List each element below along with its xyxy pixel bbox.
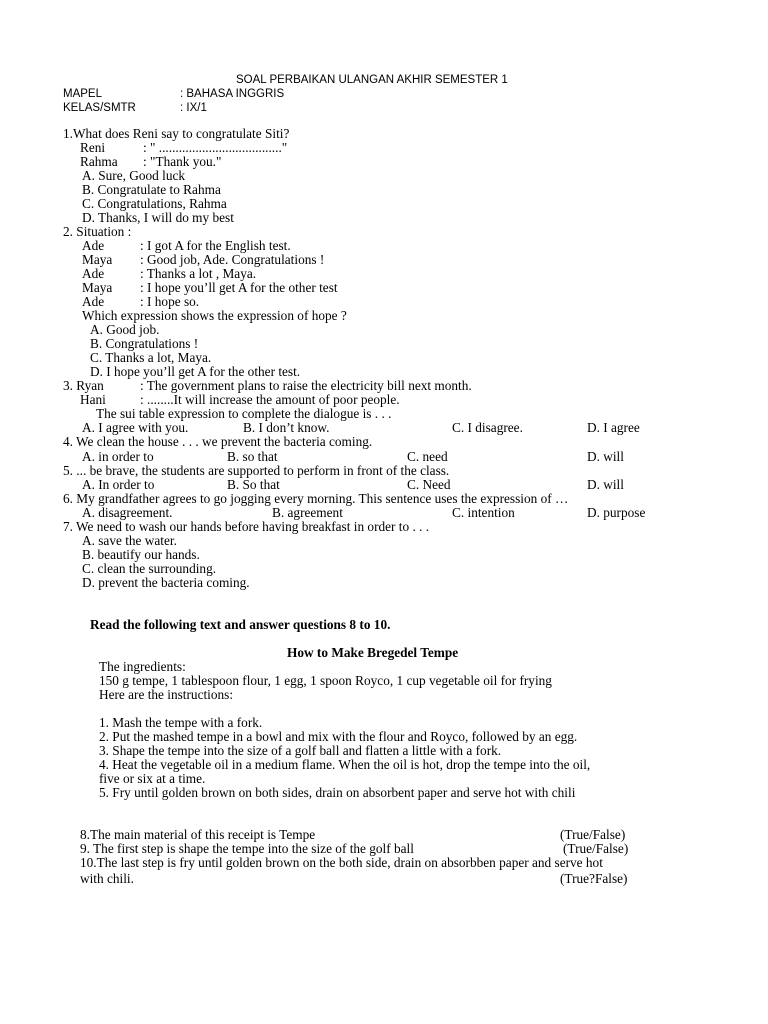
q7-option-d: D. prevent the bacteria coming. xyxy=(82,575,250,590)
q1-dialog-line-2: : "Thank you." xyxy=(143,154,222,169)
q6-text: 6. My grandfather agrees to go jogging every morning. This sentence uses the expression of … xyxy=(63,491,569,506)
q3-option-d: D. I agree xyxy=(587,420,640,435)
q4-option-d: D. will xyxy=(587,449,624,464)
q3-prompt: The sui table expression to complete the dialogue is . . . xyxy=(96,406,392,421)
q4-text: 4. We clean the house . . . we prevent the bacteria coming. xyxy=(63,434,373,449)
q3-option-a: A. I agree with you. xyxy=(82,420,189,435)
q3-line-2: : ........It will increase the amount of poor people. xyxy=(140,392,400,407)
q7-option-a: A. save the water. xyxy=(82,533,177,548)
reading-instruction: Read the following text and answer questions 8 to 10. xyxy=(90,617,391,632)
q4-option-b: B. so that xyxy=(227,449,278,464)
q5-option-d: D. will xyxy=(587,477,624,492)
mapel-value: : BAHASA INGGRIS xyxy=(180,88,285,100)
q1-option-d: D. Thanks, I will do my best xyxy=(82,210,234,225)
q3-line-1: : The government plans to raise the electricity bill next month. xyxy=(140,378,472,393)
q5-text: 5. ... be brave, the students are supported to perform in front of the class. xyxy=(63,463,450,478)
instructions-label: Here are the instructions: xyxy=(99,687,234,702)
step-2: 2. Put the mashed tempe in a bowl and mix with the flour and Royco, followed by an egg. xyxy=(99,729,578,744)
q3-speaker-1: 3. Ryan xyxy=(63,378,104,393)
step-3: 3. Shape the tempe into the size of a golf ball and flatten a little with a fork. xyxy=(99,743,502,758)
q6-option-c: C. intention xyxy=(452,505,515,520)
q9-answer: (True/False) xyxy=(563,841,629,856)
mapel-label: MAPEL xyxy=(63,88,102,100)
q8-text: 8.The main material of this receipt is Tempe xyxy=(80,827,316,842)
q2-dialog-speaker-4: Maya xyxy=(82,280,113,295)
q2-text: 2. Situation : xyxy=(63,224,132,239)
q2-dialog-speaker-3: Ade xyxy=(82,266,105,281)
q2-option-d: D. I hope you’ll get A for the other test. xyxy=(90,364,301,379)
q3-speaker-2: Hani xyxy=(80,392,106,407)
q1-dialog-line-1: : " ....................................." xyxy=(143,140,288,155)
q10-answer: (True?False) xyxy=(560,871,628,886)
q2-dialog-line-1: : I got A for the English test. xyxy=(140,238,291,253)
q10-text-line-1: 10.The last step is fry until golden brown on the both side, drain on absorbben paper and serve hot xyxy=(80,855,603,870)
q2-prompt: Which expression shows the expression of hope ? xyxy=(82,308,347,323)
q6-option-a: A. disagreement. xyxy=(82,505,173,520)
q6-option-d: D. purpose xyxy=(587,505,646,520)
q9-text: 9. The first step is shape the tempe into the size of the golf ball xyxy=(80,841,414,856)
q4-option-a: A. in order to xyxy=(82,449,154,464)
q3-option-b: B. I don’t know. xyxy=(243,420,330,435)
q1-dialog-speaker-1: Reni xyxy=(80,140,106,155)
q1-option-c: C. Congratulations, Rahma xyxy=(82,196,227,211)
kelas-value: : IX/1 xyxy=(180,102,207,114)
q2-dialog-speaker-5: Ade xyxy=(82,294,105,309)
step-4-line-2: five or six at a time. xyxy=(99,771,206,786)
reading-title: How to Make Bregedel Tempe xyxy=(287,645,459,660)
q10-text-line-2: with chili. xyxy=(80,871,134,886)
step-5: 5. Fry until golden brown on both sides, drain on absorbent paper and serve hot with chili xyxy=(99,785,576,800)
q2-option-a: A. Good job. xyxy=(90,322,160,337)
q1-dialog-speaker-2: Rahma xyxy=(80,154,118,169)
q7-option-b: B. beautify our hands. xyxy=(82,547,200,562)
step-1: 1. Mash the tempe with a fork. xyxy=(99,715,263,730)
q2-dialog-speaker-2: Maya xyxy=(82,252,113,267)
ingredients-label: The ingredients: xyxy=(99,659,186,674)
q1-text: 1.What does Reni say to congratulate Siti? xyxy=(63,126,290,141)
q2-dialog-speaker-1: Ade xyxy=(82,238,105,253)
q7-text: 7. We need to wash our hands before having breakfast in order to . . . xyxy=(63,519,430,534)
kelas-label: KELAS/SMTR xyxy=(63,102,136,114)
step-4-line-1: 4. Heat the vegetable oil in a medium flame. When the oil is hot, drop the tempe into the oil, xyxy=(99,757,591,772)
q2-dialog-line-4: : I hope you’ll get A for the other test xyxy=(140,280,338,295)
ingredients-text: 150 g tempe, 1 tablespoon flour, 1 egg, 1 spoon Royco, 1 cup vegetable oil for frying xyxy=(99,673,552,688)
q5-option-a: A. In order to xyxy=(82,477,155,492)
document-title: SOAL PERBAIKAN ULANGAN AKHIR SEMESTER 1 xyxy=(236,74,508,86)
q2-dialog-line-2: : Good job, Ade. Congratulations ! xyxy=(140,252,325,267)
q7-option-c: C. clean the surrounding. xyxy=(82,561,217,576)
q8-answer: (True/False) xyxy=(560,827,626,842)
q2-option-b: B. Congratulations ! xyxy=(90,336,199,351)
q3-option-c: C. I disagree. xyxy=(452,420,523,435)
q2-dialog-line-3: : Thanks a lot , Maya. xyxy=(140,266,257,281)
q4-option-c: C. need xyxy=(407,449,448,464)
q1-option-a: A. Sure, Good luck xyxy=(82,168,186,183)
q5-option-c: C. Need xyxy=(407,477,451,492)
q2-dialog-line-5: : I hope so. xyxy=(140,294,200,309)
q5-option-b: B. So that xyxy=(227,477,280,492)
q2-option-c: C. Thanks a lot, Maya. xyxy=(90,350,212,365)
q1-option-b: B. Congratulate to Rahma xyxy=(82,182,221,197)
q6-option-b: B. agreement xyxy=(272,505,343,520)
